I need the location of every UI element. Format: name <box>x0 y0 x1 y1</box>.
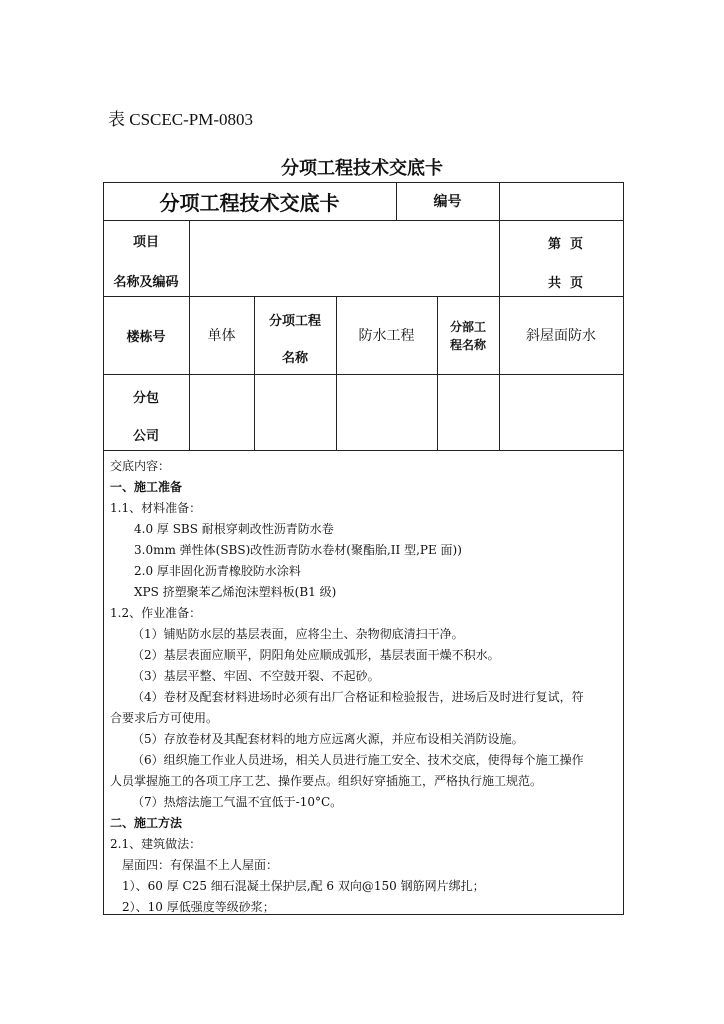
sub-item-label-line2: 名称 <box>281 350 308 366</box>
col-divider <box>437 296 438 450</box>
work-item-continued: 人员掌握施工的各项工序工艺、操作要点。组织好穿插施工，严格执行施工规范。 <box>110 774 543 788</box>
document-title: 分项工程技术交底卡 <box>281 158 443 179</box>
section-heading-method: 二、施工方法 <box>110 816 183 830</box>
work-item: （3）基层平整、牢固、不空鼓开裂、不起砂。 <box>132 669 380 683</box>
row-divider <box>103 450 624 451</box>
material-item: XPS 挤塑聚苯乙烯泡沫塑料板(B1 级) <box>134 585 337 599</box>
subcontract-label-line1: 分包 <box>132 390 159 406</box>
table-border-right <box>623 182 624 915</box>
form-code: 表 CSCEC-PM-0803 <box>108 110 253 129</box>
subsection-materials: 1.1、材料准备： <box>110 501 202 515</box>
disclosure-content <box>110 456 620 918</box>
subcontract-label-line2: 公司 <box>132 428 159 444</box>
row-divider <box>103 374 624 375</box>
number-label: 编号 <box>433 194 462 210</box>
division-value: 斜屋面防水 <box>526 328 596 344</box>
section-heading-preparation: 一、施工准备 <box>110 480 183 494</box>
work-item: （6）组织施工作业人员进场，相关人员进行施工安全、技术交底，使得每个施工操作 <box>132 753 584 767</box>
page-total-label: 共 页 <box>547 275 583 291</box>
work-item: （1）铺贴防水层的基层表面，应将尘土、杂物彻底清扫干净。 <box>132 627 464 641</box>
content-intro: 交底内容： <box>110 459 171 473</box>
material-item: 4.0 厚 SBS 耐根穿刺改性沥青防水卷 <box>134 522 334 536</box>
subsection-work-prep: 1.2、作业准备： <box>110 606 202 620</box>
roof-layer: 2）、10 厚低强度等级砂浆； <box>122 900 275 914</box>
building-label: 楼栋号 <box>126 329 166 345</box>
sub-item-value: 防水工程 <box>358 328 415 344</box>
roof-type: 屋面四：有保温不上人屋面： <box>122 858 279 872</box>
subsection-construction: 2.1、建筑做法： <box>110 837 202 851</box>
work-item: （5）存放卷材及其配套材料的地方应远离火源，并应布设相关消防设施。 <box>132 732 524 746</box>
number-value <box>499 182 623 220</box>
sub-item-label-line1: 分项工程 <box>268 313 321 329</box>
project-label-line2: 名称及编码 <box>113 274 179 290</box>
material-item: 2.0 厚非固化沥青橡胶防水涂料 <box>134 564 301 578</box>
division-label: 分部工程名称 <box>449 320 486 352</box>
work-item: （2）基层表面应顺平，阴阳角处应顺成弧形，基层表面干燥不积水。 <box>132 648 500 662</box>
table-border-left <box>103 182 104 915</box>
work-item: （7）热熔法施工气温不宜低于-10°C。 <box>132 795 343 809</box>
work-item: （4）卷材及配套材料进场时必须有出厂合格证和检验报告，进场后及时进行复试，符 <box>132 690 584 704</box>
page-number-label: 第 页 <box>547 236 583 252</box>
row-divider <box>103 220 624 221</box>
material-item: 3.0mm 弹性体(SBS)改性沥青防水卷材(聚酯胎,II 型,PE 面)) <box>134 543 462 557</box>
roof-layer: 1）、60 厚 C25 细石混凝土保护层,配 6 双向@150 钢筋网片绑扎； <box>122 879 485 893</box>
card-title: 分项工程技术交底卡 <box>159 190 340 215</box>
work-item-continued: 合要求后方可使用。 <box>110 711 219 725</box>
col-divider <box>189 220 190 296</box>
project-label-line1: 项目 <box>132 234 159 250</box>
building-value: 单体 <box>207 328 236 344</box>
